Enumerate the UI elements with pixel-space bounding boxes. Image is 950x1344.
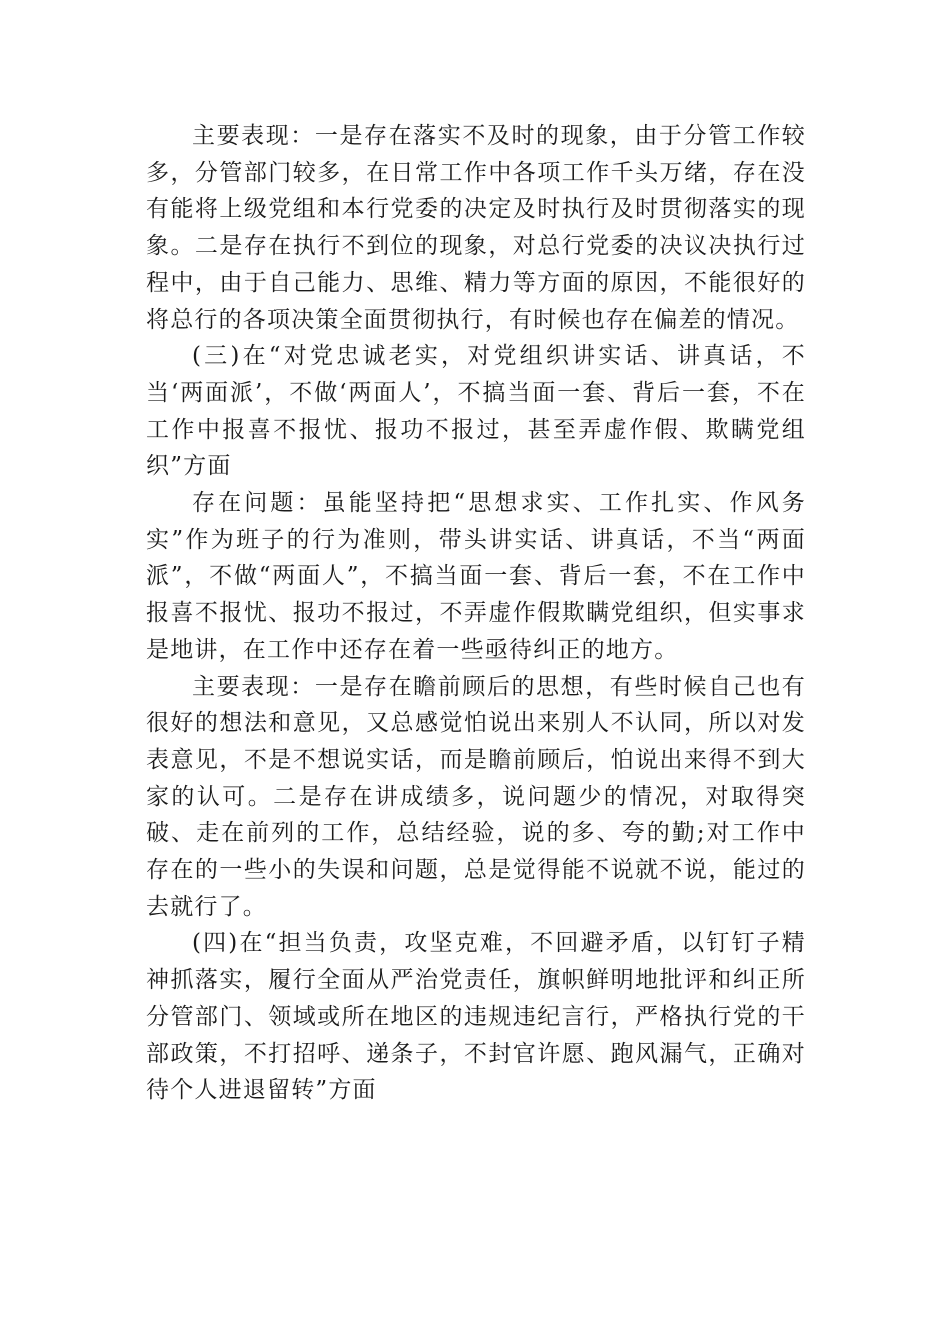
paragraph-main-performance-2: 主要表现：一是存在瞻前顾后的思想，有些时候自己也有很好的想法和意见，又总感觉怕说出来别人不认同，所以对发表意见，不是不想说实话，而是瞻前顾后，怕说出来得不到大家的认可。二是存在讲成绩多，说问题少的情况，对取得突破、走在前列的工作，总结经验，说的多、夸的勤;对工作中存在的一些小的失误和问题，总是觉得能不说就不说，能过的去就行了。 (146, 673, 806, 920)
paragraph-existing-problems: 存在问题：虽能坚持把“思想求实、工作扎实、作风务实”作为班子的行为准则，带头讲实话、讲真话，不当“两面派”，不做“两面人”，不搞当面一套、背后一套，不在工作中报喜不报忧、报功不报过，不弄虚作假欺瞒党组织，但实事求是地讲，在工作中还存在着一些亟待纠正的地方。 (146, 490, 806, 663)
paragraph-main-performance-1: 主要表现：一是存在落实不及时的现象，由于分管工作较多，分管部门较多，在日常工作中各项工作千头万绪，存在没有能将上级党组和本行党委的决定及时执行及时贯彻落实的现象。二是存在执行不到位的现象，对总行党委的决议决执行过程中，由于自己能力、思维、精力等方面的原因，不能很好的将总行的各项决策全面贯彻执行，有时候也存在偏差的情况。 (146, 123, 806, 333)
paragraph-section-3-heading: (三)在“对党忠诚老实，对党组织讲实话、讲真话，不当‘两面派’，不做‘两面人’，不搞当面一套、背后一套，不在工作中报喜不报忧、报功不报过，甚至弄虚作假、欺瞒党组织”方面 (146, 343, 806, 480)
paragraph-section-4-heading: (四)在“担当负责，攻坚克难，不回避矛盾，以钉钉子精神抓落实，履行全面从严治党责任，旗帜鲜明地批评和纠正所分管部门、领域或所在地区的违规违纪言行，严格执行党的干部政策，不打招呼、递条子，不封官许愿、跑风漏气，正确对待个人进退留转”方面 (146, 930, 806, 1104)
document-body (146, 118, 806, 1109)
